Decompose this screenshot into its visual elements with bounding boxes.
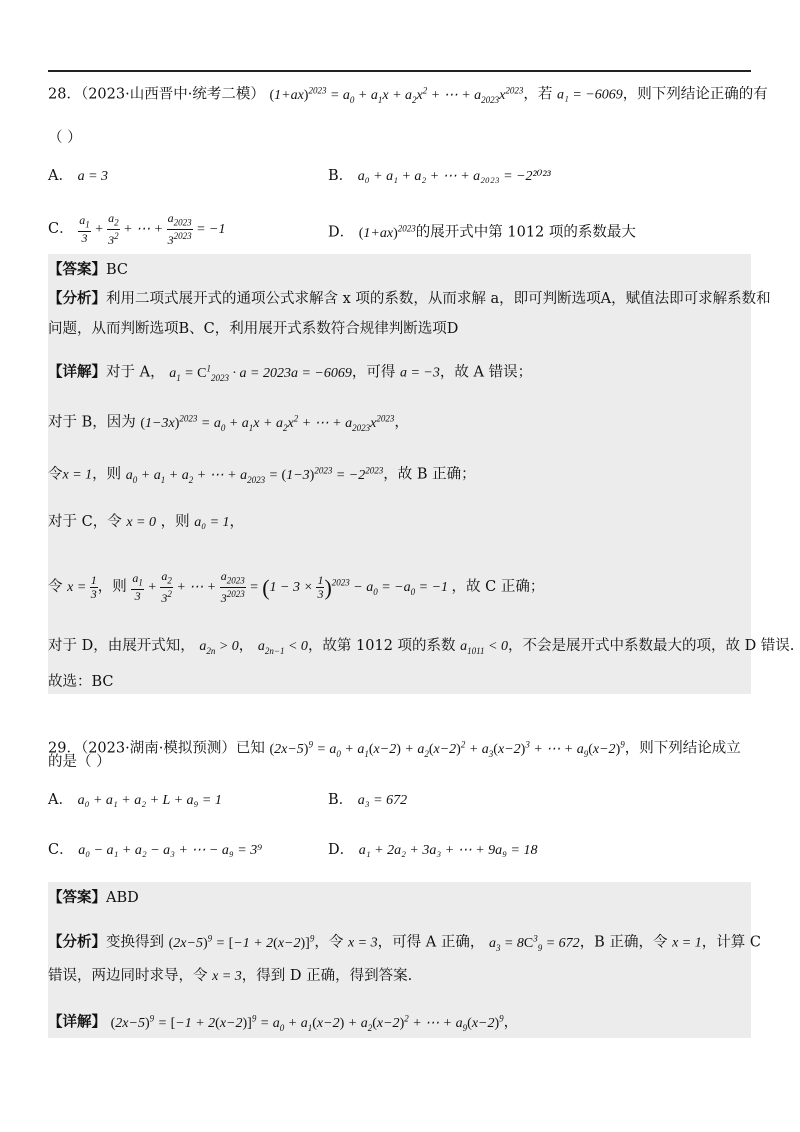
q29-analysis-2 (48, 966, 751, 987)
q28-option-b (328, 166, 551, 187)
q28-detail-6-ineq2: $a_{2n-1} < 0$ (257, 639, 308, 656)
q29-analysis-1a: 变换得到 (106, 934, 164, 951)
q28-paren: （ ） (48, 130, 82, 146)
q29-analysis-2a: 错误，两边同时求导，令 (48, 968, 208, 984)
q28-detail-3a: 令 (48, 466, 63, 483)
q28-detail-6a: 对于 D，由展开式知， (48, 638, 195, 654)
q28-analysis-1 (48, 289, 771, 309)
q29-analysis-1f: x = 1 (672, 935, 702, 951)
q28-answer-value: BC (106, 262, 129, 278)
q28-detail-3d: ，故 B 正确； (383, 466, 476, 483)
q28-option-b-label: B． (328, 168, 354, 184)
q29-detail-tag: 【详解】 (48, 1013, 106, 1031)
q29-option-b-text: a₃ = 672 (357, 793, 408, 808)
q28-detail-3c: ，则 (92, 466, 122, 483)
q29-option-c-text: a₀ − a₁ + a₂ − a₃ + ⋯ − a₉ = 3⁹ (78, 843, 263, 858)
q28-stem-comma: ，若 (523, 86, 553, 103)
q28-detail-5a: 令 (48, 578, 63, 595)
q28-detail-4e: ， (229, 514, 245, 530)
q28-option-d-text: 的展开式中第 1012 项的系数最大 (415, 224, 636, 241)
q29-option-d-text: a₁ + 2a₂ + 3a₃ + ⋯ + 9a₉ = 18 (358, 843, 538, 858)
q28-number: 28． (48, 86, 81, 103)
q28-option-a-label: A． (48, 168, 73, 184)
q28-detail-3-eq: $a_0 + a_1 + a_2$ + ⋯ + $a_{2023} = (1-3)^{2023} = -2^{2023}$ (125, 465, 384, 485)
q29-analysis-eq2: $a_3 = 8C^3_9 = 672$ (488, 933, 580, 953)
q28-detail-1 (48, 358, 751, 387)
top-rule (48, 70, 751, 72)
q29-analysis-2c: ，得到 D 正确，得到答案. (241, 968, 413, 984)
q28-detail-5-x: x = $\frac{1}{3}$ (67, 573, 97, 602)
q29-option-b (328, 790, 407, 811)
q29-answer-tag: 【答案】 (48, 889, 106, 906)
q28-detail-6d: ，不会是展开式中系数最大的项，故 D 错误. (507, 638, 795, 654)
q28-detail-5c: ，则 (97, 578, 127, 595)
q28-detail-1-eq: $a_1 = C^1_{2023} \cdot a = 2023a = -6069$ (169, 363, 352, 383)
q29-option-c (48, 840, 262, 861)
q29-analysis-1e: ，B 正确，令 (579, 934, 668, 951)
q28-detail-1b: ，可得 (351, 364, 396, 381)
q29-option-a-label: A． (48, 792, 73, 808)
q29-analysis-1 (48, 928, 761, 957)
q28-detail-4 (48, 512, 751, 533)
q29-stem-end: ，则下列结论成立 (624, 740, 741, 757)
q29-analysis-1b: ，令 (314, 934, 344, 951)
q28-detail-6b: ， (238, 638, 254, 654)
q29-number: 29． (48, 740, 81, 757)
q28-option-d (328, 218, 636, 244)
q28-analysis-text-1: 利用二项式展开式的通项公式求解含 x 项的系数，从而求解 a，即可判断选项A，赋值法即可求解系数和 (106, 291, 771, 307)
q28-detail-6c: ，故第 1012 项的系数 (307, 638, 456, 654)
q29-source: （2023·湖南·模拟预测）已知 (80, 740, 265, 757)
q29-stem-2: 的是（ ） (48, 754, 111, 770)
q28-detail-2a: 对于 B，因为 (48, 414, 136, 431)
q29-option-d (328, 840, 537, 861)
q28-answer (48, 260, 751, 280)
q29-option-c-label: C． (48, 842, 74, 858)
q28-detail-4b: x = 0 (126, 515, 156, 530)
q28-option-a (48, 166, 108, 187)
q28-option-d-label: D． (328, 224, 355, 241)
q28-detail-6 (48, 636, 795, 661)
q28-detail-1a: 对于 A， (106, 364, 165, 381)
q28-detail-3b: x = 1 (62, 467, 93, 483)
q28-analysis-tag: 【分析】 (48, 290, 106, 307)
q29-option-a (48, 790, 222, 811)
q28-equation: $(1+ax)^{2023} = a_0 + a_1x + a_2x^2$ + ⋯ + $a_{2023}x^{2023}$ (269, 85, 524, 105)
q29-analysis-eq1: $(2x-5)^9 = [-1 + 2(x-2)]^9$ (168, 933, 315, 951)
q28-condition: a₁ = −6069 (556, 87, 623, 103)
q28-option-a-text: a = 3 (77, 169, 109, 184)
q28-detail-4c: ，则 (160, 514, 190, 530)
q29-equation: $(2x-5)^9 = a_0 + a_1(x-2) + a_2(x-2)^2 + a_3(x-2)^3$ + ⋯ + $a_9(x-2)^9$ (269, 739, 625, 759)
q28-detail-4a: 对于 C，令 (48, 514, 122, 530)
q28-detail-5-eq: $\frac{a_1}{3}$ + $\frac{a_2}{3^2}$ + ⋯ + $\frac{a_{2023}}{3^{2023}}$ = (1 − 3 × $\frac{1}{3}$ )$^{2023} - a_0 = -a_0 = -1$ (132, 569, 452, 606)
q29-analysis-1g: ，计算 C (701, 934, 761, 951)
q28-option-c (48, 212, 225, 247)
q29-option-b-label: B． (328, 792, 354, 808)
q29-option-d-label: D． (328, 842, 355, 858)
q29-analysis-2b: x = 3 (212, 969, 242, 984)
q28-analysis-2: 问题，从而判断选项B、C，利用展开式系数符合规律判断选项D (48, 321, 459, 337)
q28-detail-1d: ，故 A 错误； (439, 364, 533, 381)
q28-detail-2b: ， (394, 414, 409, 431)
q28-detail-2 (48, 408, 751, 437)
q28-detail-7: 故选：BC (48, 674, 114, 690)
q28-detail-5d: ，故 C 正确； (451, 578, 545, 595)
q29-analysis-1d: ，可得 A 正确， (377, 934, 485, 951)
q28-detail-5 (48, 570, 751, 605)
q28-detail-1c: a = −3 (399, 365, 440, 381)
q28-stem-end: ，则下列结论正确的有 (622, 86, 768, 103)
q28-detail-4d: a₀ = 1 (194, 515, 230, 530)
q28-detail-2-eq: $(1-3x)^{2023} = a_0 + a_1x + a_2x^2$ + ⋯ + $a_{2023}x^{2023}$ (140, 413, 395, 433)
q29-analysis-tag: 【分析】 (48, 933, 106, 951)
q29-detail (48, 1008, 751, 1037)
q29-answer-value: ABD (106, 890, 139, 906)
q28-detail-3 (48, 460, 751, 489)
q28-option-c-label: C． (48, 220, 74, 237)
q28-detail-tag: 【详解】 (48, 363, 106, 381)
q29-option-a-text: a₀ + a₁ + a₂ + L + a₉ = 1 (77, 793, 222, 808)
q29-detail-eq: $(2x-5)^9 = [-1 + 2(x-2)]^9 = a_0 + a_1(x-2) + a_2(x-2)^2$ + ⋯ + $a_9(x-2)^9$ (110, 1013, 504, 1033)
q28-source: （2023·山西晋中·统考二模） (80, 86, 265, 103)
q28-option-d-expr: $(1+ax)^{2023}$ (358, 223, 416, 241)
q29-detail-end: ， (503, 1014, 519, 1031)
q28-detail-6-ineq1: $a_{2n} > 0$ (199, 639, 239, 656)
q29-answer (48, 888, 751, 908)
q28-option-c-text: $\frac{a_1}{3}$ + $\frac{a_2}{3^2}$ + ⋯ + $\frac{a_{2023}}{3^{2023}}$ = −1 (79, 211, 226, 248)
q28-option-b-text: a₀ + a₁ + a₂ + ⋯ + a₂₀₂₃ = −2²⁰²³ (357, 169, 551, 184)
q28-detail-6-ineq3: $a_{1011} < 0$ (460, 639, 508, 656)
q28-stem (48, 80, 768, 109)
q28-answer-tag: 【答案】 (48, 261, 106, 278)
q29-analysis-1c: x = 3 (347, 935, 378, 951)
q28-option-c-tail: = −1 (196, 221, 226, 237)
